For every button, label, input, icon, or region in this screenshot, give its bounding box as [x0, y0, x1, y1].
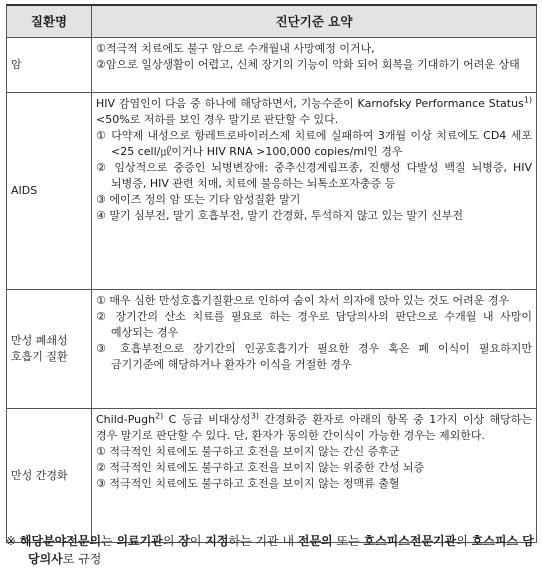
aids-intro-text-end: <50%로 저하를 보인 경우 말기로 판단할 수 있다.	[96, 113, 339, 126]
footnote-ref-3: 3)	[250, 411, 260, 421]
note-text: 의	[162, 534, 179, 548]
note-term-designate: 지정	[205, 534, 229, 548]
table-header-row	[7, 5, 537, 38]
summary-liver	[92, 409, 537, 543]
summary-copd	[92, 290, 537, 409]
aids-item-1: ① 다약제 내성으로 항레트로바이러스제 치료에 실패하여 3개월 이상 치료에도 CD4 세포 <25 cell/㎕이거나 HIV RNA >100,000 copies/ml인 경우	[96, 129, 532, 158]
copd-item-3: ③ 호흡부전으로 장기간의 인공호흡기가 필요한 경우 혹은 폐 이식이 필요하지만 금기기준에 해당하거나 환자가 이식을 거절한 경우	[96, 342, 532, 371]
disease-name-liver: 만성 간경화	[7, 409, 92, 543]
table-row-aids	[7, 93, 537, 290]
summary-aids	[92, 93, 537, 290]
disease-name-aids: AIDS	[7, 93, 92, 290]
liver-intro-text-mid: C 등급 비대상성	[163, 413, 251, 426]
liver-item-1: ① 적극적인 치료에도 불구하고 호전을 보이지 않는 간신 증후군	[96, 445, 400, 458]
criteria-table	[6, 4, 537, 543]
note-text: 또는	[332, 534, 364, 548]
header-disease: 질환명	[7, 5, 92, 38]
note-text: 로 규정	[62, 552, 102, 566]
liver-intro-text-end: 간경화증 환자로 아래의 항목 중 1가지 이상 해당하는 경우 말기로 판단할 수 있다. 단, 환자가 동의한 간이식이 가능한 경우는 제외한다.	[96, 413, 532, 442]
copd-item-2: ② 장기간의 산소 치료를 필요로 하는 경우로 담당의사의 판단으로 수개월 내 사망이 예상되는 경우	[96, 310, 532, 339]
note-term-hospice-institution: 호스피스전문기관	[363, 534, 457, 548]
note-term-head: 장	[178, 534, 190, 548]
note-term-hospice-doctor: 호스피스 담당의사	[28, 534, 534, 566]
table-row-liver	[7, 409, 537, 543]
note-term-institution: 의료기관	[116, 534, 163, 548]
note-mark: ※	[6, 534, 17, 548]
aids-item-2: ② 임상적으로 중증인 뇌병변장애: 중추신경계림프종, 진행성 다발성 백질 뇌병증, HIV 뇌병증, HIV 관련 치매, 치료에 불응하는 뇌톡소포자충증 등	[96, 161, 532, 190]
liver-item-3: ③ 적극적인 치료에도 불구하고 호전을 보이지 않는 정맥류 출혈	[96, 477, 400, 490]
disease-name-copd: 만성 폐쇄성 호흡기 질환	[7, 290, 92, 409]
footnote	[6, 532, 536, 568]
note-text: 이	[189, 534, 206, 548]
note-term-specialist: 해당분야전문의	[19, 534, 102, 548]
note-term-specialist-doctor: 전문의	[297, 534, 333, 548]
aids-intro-text: HIV 감염인이 다음 중 하나에 해당하면서, 기능수준이 Karnofsky Performance Status	[96, 97, 524, 110]
note-text: 는	[101, 534, 117, 548]
summary-cancer	[92, 38, 537, 93]
cancer-item-2: ②암으로 일상생활이 어렵고, 신체 장기의 기능이 악화 되어 회복을 기대하기 어려운 상태	[96, 58, 520, 71]
header-summary: 진단기준 요약	[92, 5, 537, 38]
footnote-ref-1: 1)	[523, 95, 532, 105]
table-row-cancer	[7, 38, 537, 93]
liver-intro	[96, 412, 532, 444]
aids-intro	[96, 96, 532, 128]
cancer-item-1: ①적극적 치료에도 불구 암으로 수개월내 사망예정 이거나,	[96, 42, 375, 55]
liver-intro-text: Child-Pugh	[96, 413, 156, 426]
disease-name-cancer: 암	[7, 38, 92, 93]
note-text: 의	[456, 534, 472, 548]
liver-item-2: ② 적극적인 치료에도 불구하고 호전을 보이지 않는 위중한 간성 뇌증	[96, 461, 425, 474]
aids-item-3: ③ 에이즈 정의 암 또는 기타 암성질환 말기	[96, 193, 301, 206]
aids-item-4: ④ 말기 심부전, 말기 호흡부전, 말기 간경화, 투석하지 않고 있는 말기 신부전	[96, 209, 463, 222]
copd-item-1: ① 매우 심한 만성호흡기질환으로 인하여 숨이 차서 의자에 앉아 있는 것도 어려운 경우	[96, 294, 510, 307]
footnote-ref-2: 2)	[155, 411, 164, 421]
table-row-copd	[7, 290, 537, 409]
note-text: 하는 기관 내	[228, 534, 298, 548]
